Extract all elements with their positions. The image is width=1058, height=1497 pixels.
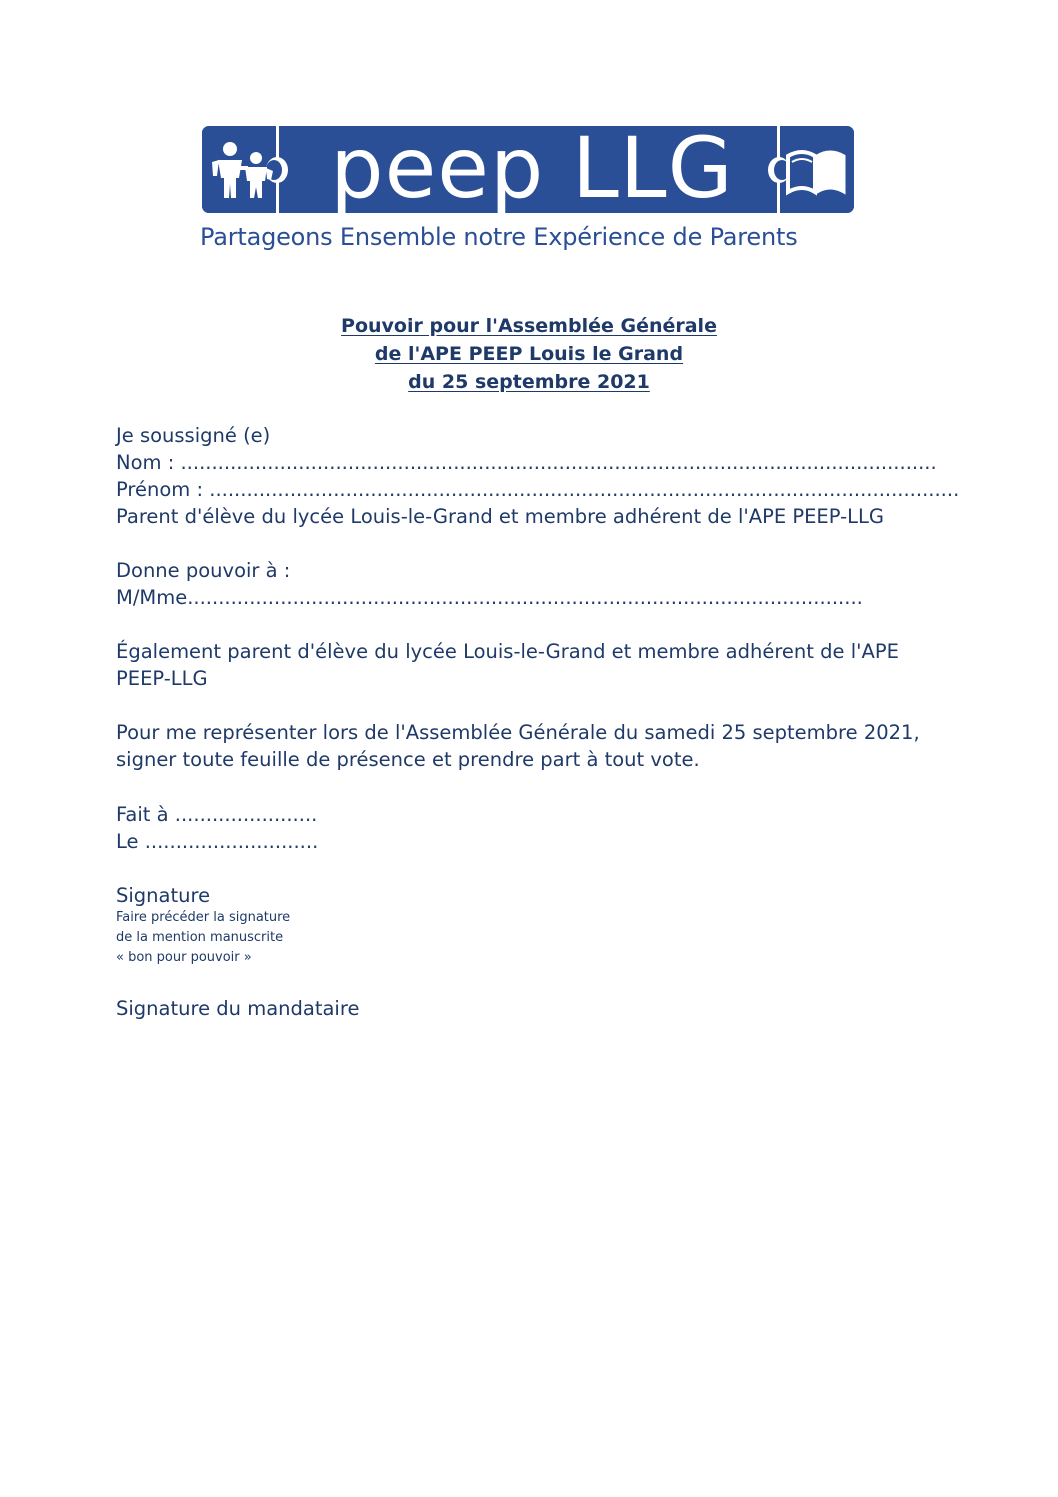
title-line-2: de l'APE PEEP Louis le Grand <box>374 343 684 365</box>
represent-line-1: Pour me représenter lors de l'Assemblée Générale du samedi 25 septembre 2021, <box>116 721 920 744</box>
also-parent-line-1: Également parent d'élève du lycée Louis-le-Grand et membre adhérent de l'APE <box>116 640 899 663</box>
book-icon <box>784 142 848 198</box>
also-parent-line-2: PEEP-LLG <box>116 667 208 690</box>
logo-tagline: Partageons Ensemble notre Expérience de Parents <box>200 223 798 251</box>
signature-label: Signature <box>116 884 211 907</box>
document-title <box>229 312 829 396</box>
undersigned-label: Je soussigné (e) <box>116 424 271 447</box>
fait-a-field: Fait à ....................... <box>116 803 318 826</box>
signature-note-2: de la mention manuscrite <box>116 930 284 945</box>
title-line-3: du 25 septembre 2021 <box>408 371 650 393</box>
logo-wordmark: peep LLG <box>330 126 734 213</box>
signature-note-1: Faire précéder la signature <box>116 910 291 925</box>
nom-field: Nom : .......................................................................................................................... <box>116 451 937 474</box>
title-line-1: Pouvoir pour l'Assemblée Générale <box>341 315 717 337</box>
parent-statement: Parent d'élève du lycée Louis-le-Grand et membre adhérent de l'APE PEEP-LLG <box>116 505 884 528</box>
prenom-field: Prénom : ......................................................................................................................... <box>116 478 960 501</box>
family-icon <box>210 138 274 202</box>
peep-llg-logo <box>202 126 854 213</box>
signature-note-3: « bon pour pouvoir » <box>116 950 252 965</box>
mandataire-field: M/Mme............................................................................................................. <box>116 586 863 609</box>
donne-pouvoir-label: Donne pouvoir à : <box>116 559 291 582</box>
signature-mandataire-label: Signature du mandataire <box>116 997 360 1020</box>
le-field: Le ............................ <box>116 830 319 853</box>
represent-line-2: signer toute feuille de présence et prendre part à tout vote. <box>116 748 700 771</box>
